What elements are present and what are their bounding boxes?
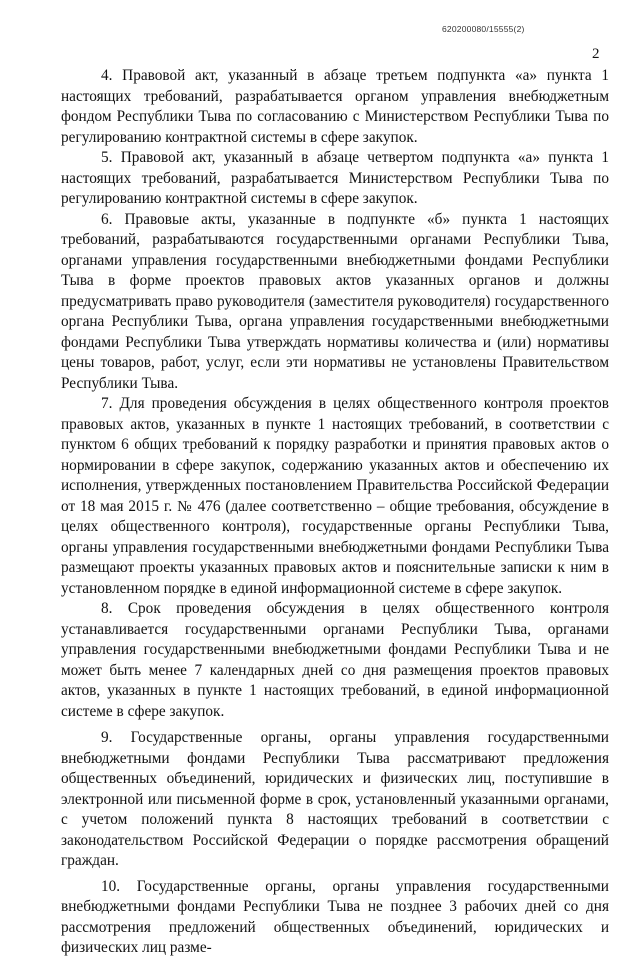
- paragraph-9: 9. Государственные органы, органы управления государственными внебюджетными фондами Республики Тыва рассматривают предложения общественных объединений, юридических и физических лиц, поступившие в электронной или письменной форме в срок, установленный указанными органами, с учетом положений пункта 8 настоящих требований в соответствии с законодательством Российской Федерации о порядке рассмотрения обращений граждан.: [61, 729, 609, 869]
- document-code: 620200080/15555(2): [442, 24, 525, 34]
- paragraph-8: 8. Срок проведения обсуждения в целях общественного контроля устанавливается государственными органами Республики Тыва, органами управления государственными внебюджетными фондами Республики Тыва и не может быть менее 7 календарных дней со дня размещения проектов правовых актов, указанных в пункте 1 настоящих требований, в единой информационной системе в сфере закупок.: [61, 600, 609, 720]
- paragraph-7: 7. Для проведения обсуждения в целях общественного контроля проектов правовых актов, указанных в пункте 1 настоящих требований, в соответствии с пунктом 6 общих требований к порядку разработки и принятия правовых актов о нормировании в сфере закупок, содержанию указанных актов и обеспечению их исполнения, утвержденных постановлением Правительства Российской Федерации от 18 мая 2015 г. № 476 (далее соответственно – общие требования, обсуждение в целях общественного контроля), государственные органы Республики Тыва, органы управления государственными внебюджетными фондами Республики Тыва размещают проекты указанных правовых актов и пояснительные записки к ним в установленном порядке в единой информационной системе в сфере закупок.: [61, 395, 609, 597]
- page-number: 2: [592, 46, 600, 62]
- paragraph-4: 4. Правовой акт, указанный в абзаце третьем подпункта «а» пункта 1 настоящих требований, разрабатывается органом управления внебюджетным фондом Республики Тыва по согласованию с Министерством Республики Тыва по регулированию контрактной системы в сфере закупок.: [61, 67, 609, 146]
- paragraph-5: 5. Правовой акт, указанный в абзаце четвертом подпункта «а» пункта 1 настоящих требований, разрабатывается Министерством Республики Тыва по регулированию контрактной системы в сфере закупок.: [61, 149, 609, 207]
- paragraph-10: 10. Государственные органы, органы управления государственными внебюджетными фондами Республики Тыва не позднее 3 рабочих дней со дня рассмотрения предложений общественных объединений, юридических и физических лиц разме-: [61, 877, 609, 956]
- document-body: [61, 66, 609, 959]
- paragraph-6: 6. Правовые акты, указанные в подпункте «б» пункта 1 настоящих требований, разрабатываются государственными органами Республики Тыва, органами управления государственными внебюджетными фондами Республики Тыва в форме проектов правовых актов указанных органов и должны предусматривать право руководителя (заместителя руководителя) государственного органа Республики Тыва, органа управления государственными внебюджетными фондами Республики Тыва утверждать нормативы количества и (или) нормативы цены товаров, работ, услуг, если эти нормативы не установлены Правительством Республики Тыва.: [61, 210, 609, 392]
